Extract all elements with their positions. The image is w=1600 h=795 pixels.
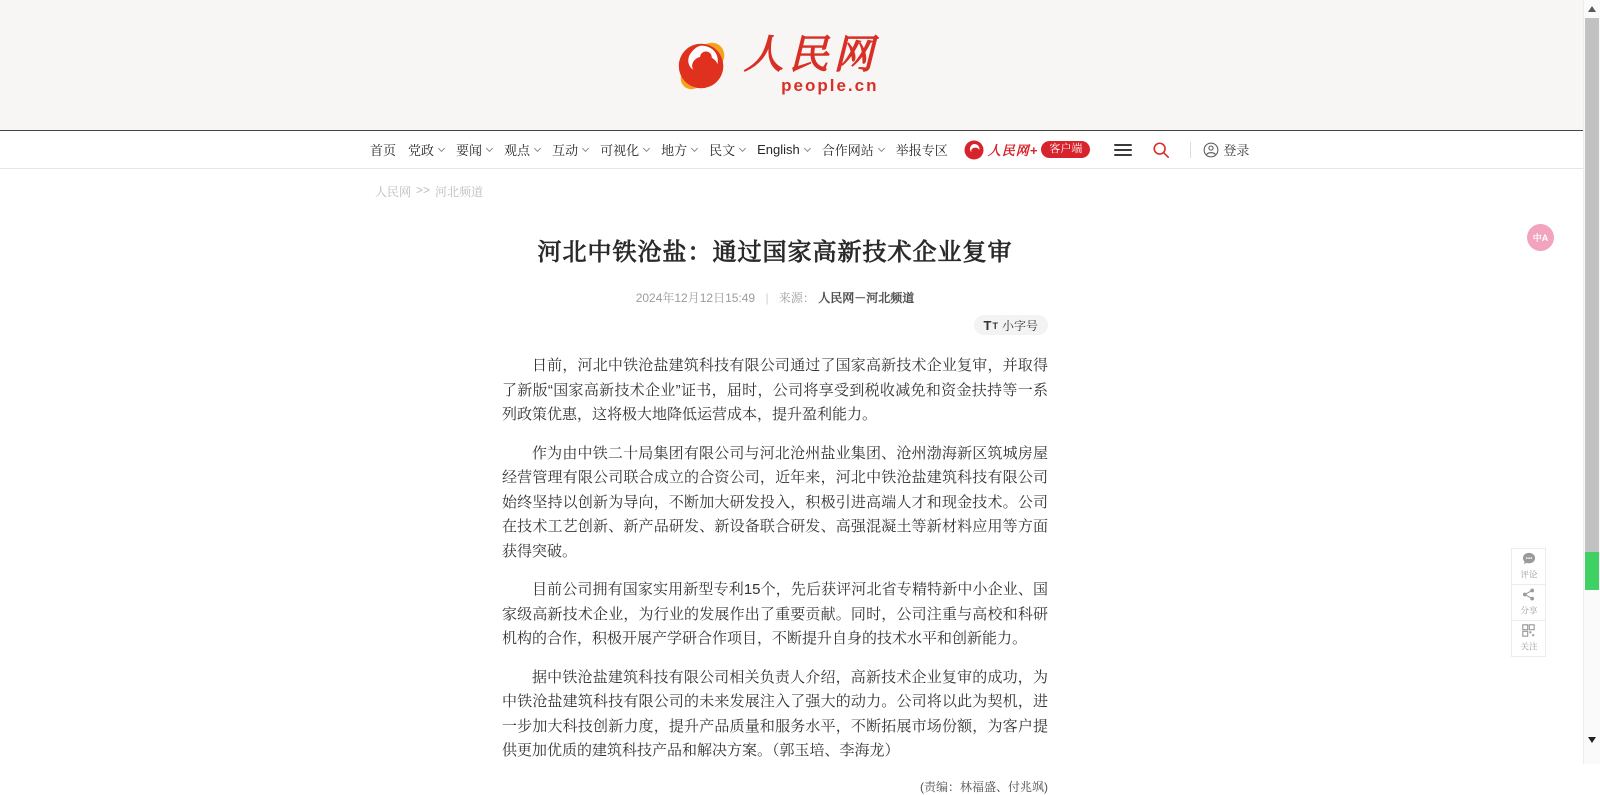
search-button[interactable] [1152,141,1170,159]
nav-label: 互动 [552,143,579,158]
nav-item-english[interactable] [757,142,810,157]
article-body [502,354,1048,764]
article [502,237,1048,795]
translate-label: 中A [1532,233,1549,243]
nav-item-party[interactable] [408,140,444,159]
chevron-down-icon [582,144,589,151]
nav-label: 要闻 [456,143,483,158]
people-cn-logo-icon [672,34,734,96]
font-size-row [502,315,1048,335]
share-label: 分享 [1520,606,1537,616]
breadcrumb-channel-link[interactable]: 河北频道 [435,185,484,199]
chevron-down-icon [534,144,541,151]
nav-item-report-zone[interactable] [896,140,948,159]
breadcrumb [375,183,1600,200]
paragraph: 作为由中铁二十局集团有限公司与河北沧州盐业集团、沧州渤海新区筑城房屋经营管理有限公司联合成立的合资公司，近年来，河北中铁沧盐建筑科技有限公司始终坚持以创新为导向，不断加大研发投入，积极引进高端人才和现金技术。公司在技术工艺创新、新产品研发、新设备联合研发、高强混凝土等新材料应用等方面获得突破。 [502,444,1048,560]
scrollbar-thumb[interactable] [1585,18,1599,552]
scrollbar-green-marker [1585,552,1599,590]
scroll-up-icon[interactable] [1588,6,1596,12]
share-button[interactable] [1512,585,1545,621]
nav-item-interact[interactable] [552,140,588,159]
comment-label: 评论 [1520,570,1537,580]
meta-separator: | [765,291,769,306]
translate-button[interactable] [1527,224,1554,251]
comment-bubble-icon [1522,552,1536,565]
nav-label: 民文 [709,143,736,158]
user-icon [1203,142,1219,158]
nav-label: 举报专区 [895,143,948,158]
nav-label: 地方 [661,143,688,158]
chevron-down-icon [878,144,885,151]
font-size-button-label: 小字号 [1001,318,1038,333]
nav-item-minority-lang[interactable] [709,140,745,159]
site-header [0,0,1600,130]
follow-button[interactable] [1512,621,1545,657]
font-size-icon: T [983,317,992,333]
nav-label: 首页 [370,143,397,158]
chevron-down-icon [486,144,493,151]
article-meta [502,289,1048,306]
article-date: 2024年12月12日15:49 [635,291,756,306]
nav-divider [1190,142,1191,158]
scroll-down-icon[interactable] [1588,737,1596,743]
nav-label: 党政 [408,143,435,158]
app-client-badge[interactable] [964,140,1091,160]
source-label: 来源： [778,291,815,306]
chevron-down-icon [438,144,445,151]
nav-item-visual[interactable] [600,140,649,159]
login-button[interactable] [1203,140,1249,159]
logo-english: people.cn [781,76,879,95]
editor-note: (责编：林福盛、付兆飒) [920,779,1048,794]
main-navbar [0,130,1600,169]
source-link[interactable]: 人民网－河北频道 [818,291,915,306]
paragraph: 目前公司拥有国家实用新型专利15个，先后获评河北省专精特新中小企业、国家级高新技术企业，为行业的发展作出了重要贡献。同时，公司注重与高校和科研机构的合作，积极开展产学研合作项目，不断提升自身的技术水平和创新能力。 [502,581,1048,648]
article-title: 河北中铁沧盐：通过国家高新技术企业复审 [537,239,1013,266]
menu-hamburger-icon[interactable] [1114,144,1132,156]
app-badge-tag: 客户端 [1041,141,1090,158]
nav-item-news[interactable] [456,140,492,159]
app-badge-name: 人民网+ [987,143,1039,158]
nav-item-local[interactable] [661,140,697,159]
comment-button[interactable] [1512,549,1545,585]
paragraph: 日前，河北中铁沧盐建筑科技有限公司通过了国家高新技术企业复审，并取得了新版“国家高新技术企业”证书，届时，公司将享受到税收减免和资金扶持等一系列政策优惠，这将极大地降低运营成本，提升盈利能力。 [502,357,1048,424]
nav-item-partners[interactable] [822,140,884,159]
paragraph: 据中铁沧盐建筑科技有限公司相关负责人介绍，高新技术企业复审的成功，为中铁沧盐建筑科技有限公司的未来发展注入了强大的动力。公司将以此为契机，进一步加大科技创新力度，提升产品质量和服务水平，不断拓展市场份额，为客户提供更加优质的建筑科技产品和解决方案。（郭玉培、李海龙） [502,668,1048,760]
vertical-scrollbar[interactable] [1583,0,1600,764]
logo-chinese: 人民网 [743,33,879,77]
logo-text [744,34,879,96]
qr-code-icon [1522,624,1535,637]
share-icon [1522,588,1535,601]
chevron-down-icon [804,144,811,151]
chevron-down-icon [643,144,650,151]
nav-label: English [757,142,800,157]
font-size-icon-small: T [992,321,998,332]
breadcrumb-separator: >> [416,183,431,197]
nav-label: 可视化 [600,143,640,158]
people-cn-logo[interactable] [672,34,879,96]
search-icon [1152,141,1170,159]
chevron-down-icon [691,144,698,151]
breadcrumb-site-link[interactable]: 人民网 [375,185,412,199]
nav-label: 合作网站 [821,143,874,158]
app-badge-icon [964,140,984,160]
nav-item-opinion[interactable] [504,140,540,159]
font-size-button[interactable] [974,315,1048,335]
follow-label: 关注 [1520,642,1537,652]
floating-toolbar [1511,548,1546,657]
nav-label: 观点 [504,143,531,158]
nav-item-home[interactable] [370,140,396,159]
login-label: 登录 [1223,143,1250,158]
nav-inner [370,131,1600,168]
chevron-down-icon [739,144,746,151]
